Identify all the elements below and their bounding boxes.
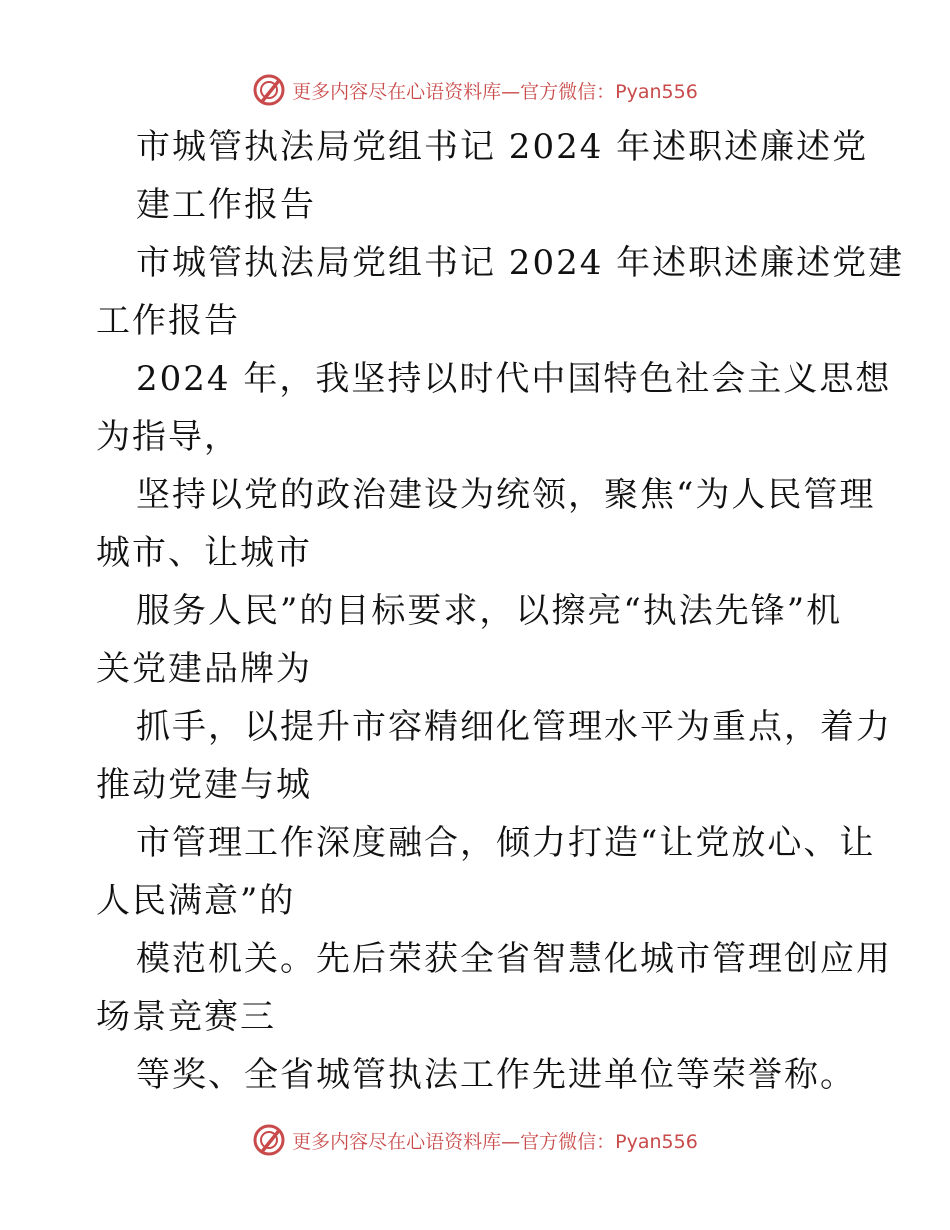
footer-banner — [0, 1120, 950, 1160]
text-line: 推动党建与城 — [96, 765, 312, 805]
text-line: 城市、让城市 — [96, 533, 312, 573]
text-line: 为指导， — [96, 417, 240, 457]
text-line: 关党建品牌为 — [96, 649, 312, 689]
text-line: 抓手，以提升市容精细化管理水平为重点，着力 — [136, 707, 892, 747]
text-line: 等奖、全省城管执法工作先进单位等荣誉称。 — [136, 1055, 856, 1095]
header-banner-text: 更多内容尽在心语资料库—官方微信：Pyan556 — [292, 80, 698, 103]
text-line: 市管理工作深度融合，倾力打造“让党放心、让 — [136, 823, 876, 863]
text-line: 工作报告 — [96, 301, 240, 341]
text-line: 服务人民”的目标要求，以擦亮“执法先锋”机 — [136, 591, 843, 631]
text-line: 模范机关。先后荣获全省智慧化城市管理创应用 — [136, 939, 892, 979]
quill-seal-logo-icon — [252, 1123, 286, 1157]
text-line: 场景竞赛三 — [96, 997, 276, 1037]
footer-banner-text: 更多内容尽在心语资料库—官方微信：Pyan556 — [292, 1130, 698, 1153]
document-body — [96, 118, 905, 1104]
header-banner — [0, 70, 950, 110]
text-line: 市城管执法局党组书记 2024 年述职述廉述党建 — [136, 243, 905, 283]
quill-seal-logo-icon — [252, 73, 286, 107]
text-line: 坚持以党的政治建设为统领，聚焦“为人民管理 — [136, 475, 876, 515]
title-line-1: 市城管执法局党组书记 2024 年述职述廉述党 — [136, 127, 869, 167]
title-line-2: 建工作报告 — [136, 185, 316, 225]
text-line: 2024 年，我坚持以时代中国特色社会主义思想 — [136, 359, 892, 399]
text-line: 人民满意”的 — [96, 881, 296, 921]
